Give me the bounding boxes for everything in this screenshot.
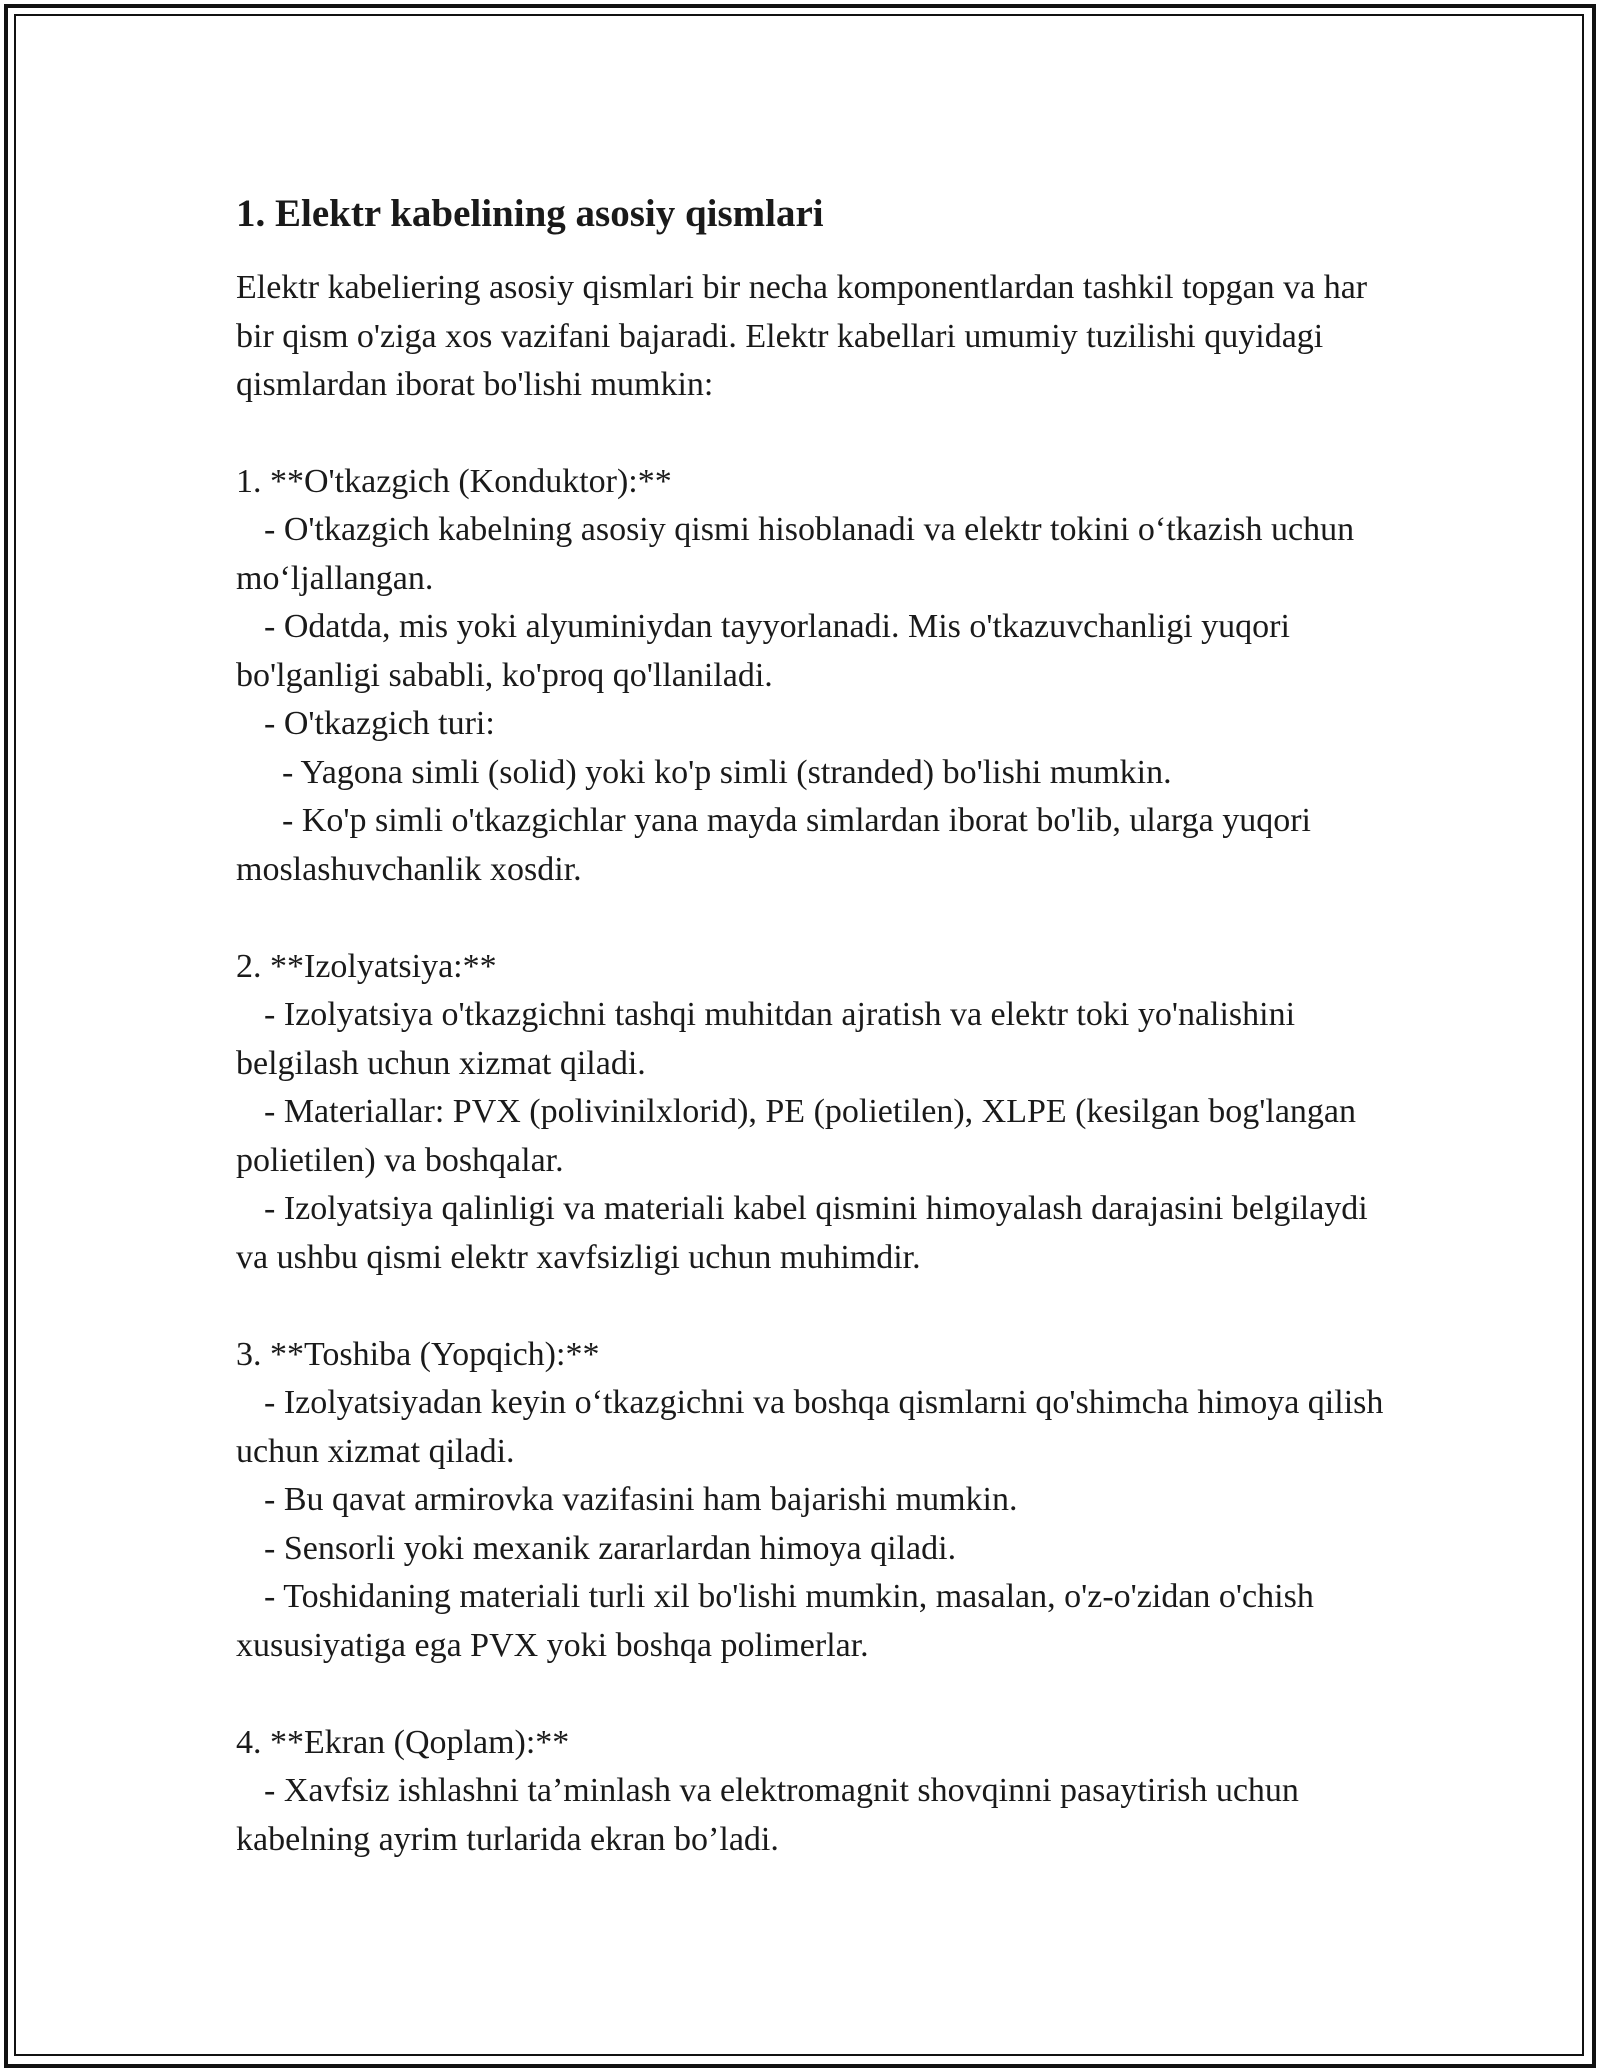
section-title: 2. **Izolyatsiya:** (236, 947, 497, 985)
list-item: - Xavfsiz ishlashni ta’minlash va elektromagnit shovqinni pasaytirish uchun kabelning ayrim turlarida ekran bo’ladi. (236, 1772, 1308, 1858)
sub-list-item: - Yagona simli (solid) yoki ko'p simli (stranded) bo'lishi mumkin. (282, 753, 1172, 791)
section-sheath (236, 1331, 1392, 1671)
list-item: - Izolyatsiyadan keyin o‘tkazgichni va boshqa qismlarni qo'shimcha himoya qilish uchun xizmat qiladi. (236, 1384, 1392, 1470)
list-item: - O'tkazgich kabelning asosiy qismi hisoblanadi va elektr tokini o‘tkazish uchun mo‘ljallangan. (236, 511, 1363, 597)
section-title: 1. **O'tkazgich (Konduktor):** (236, 462, 672, 500)
section-title: 3. **Toshiba (Yopqich):** (236, 1335, 600, 1373)
list-item: - Izolyatsiya qalinligi va materiali kabel qismini himoyalash darajasini belgilaydi va ushbu qismi elektr xavfsizligi uchun muhimdir. (236, 1190, 1377, 1276)
section-title: 4. **Ekran (Qoplam):** (236, 1723, 570, 1761)
list-item: - Bu qavat armirovka vazifasini ham bajarishi mumkin. (264, 1481, 1018, 1518)
list-item: - Materiallar: PVX (polivinilxlorid), PE (polietilen), XLPE (kesilgan bog'langan polietilen) va boshqalar. (236, 1093, 1365, 1179)
list-item: - Izolyatsiya o'tkazgichni tashqi muhitdan ajratish va elektr toki yo'nalishini belgilash uchun xizmat qiladi. (236, 996, 1304, 1082)
list-item: - O'tkazgich turi: (264, 705, 495, 742)
section-conductor (236, 458, 1386, 895)
section-insulation (236, 943, 1386, 1283)
intro-paragraph: Elektr kabeliering asosiy qismlari bir necha komponentlardan tashkil topgan va har bir qism o'ziga xos vazifani bajaradi. Elektr kabellari umumiy tuzilishi quyidagi qismlardan iborat bo'lishi mumkin: (236, 269, 1368, 403)
document-body (236, 188, 1392, 1913)
document-heading: 1. Elektr kabelining asosiy qismlari (236, 192, 824, 235)
list-item: - Sensorli yoki mexanik zararlardan himoya qiladi. (264, 1529, 957, 1567)
list-item: - Odatda, mis yoki alyuminiydan tayyorlanadi. Mis o'tkazuvchanligi yuqori bo'lganligi sababli, ko'proq qo'llaniladi. (236, 608, 1299, 694)
list-item: - Toshidaning materiali turli xil bo'lishi mumkin, masalan, o'z-o'zidan o'chish xususiyatiga ega PVX yoki boshqa polimerlar. (236, 1578, 1323, 1664)
sub-list-item: - Ko'p simli o'tkazgichlar yana mayda simlardan iborat bo'lib, ularga yuqori moslashuvchanlik xosdir. (236, 802, 1320, 888)
section-screen (236, 1719, 1386, 1865)
